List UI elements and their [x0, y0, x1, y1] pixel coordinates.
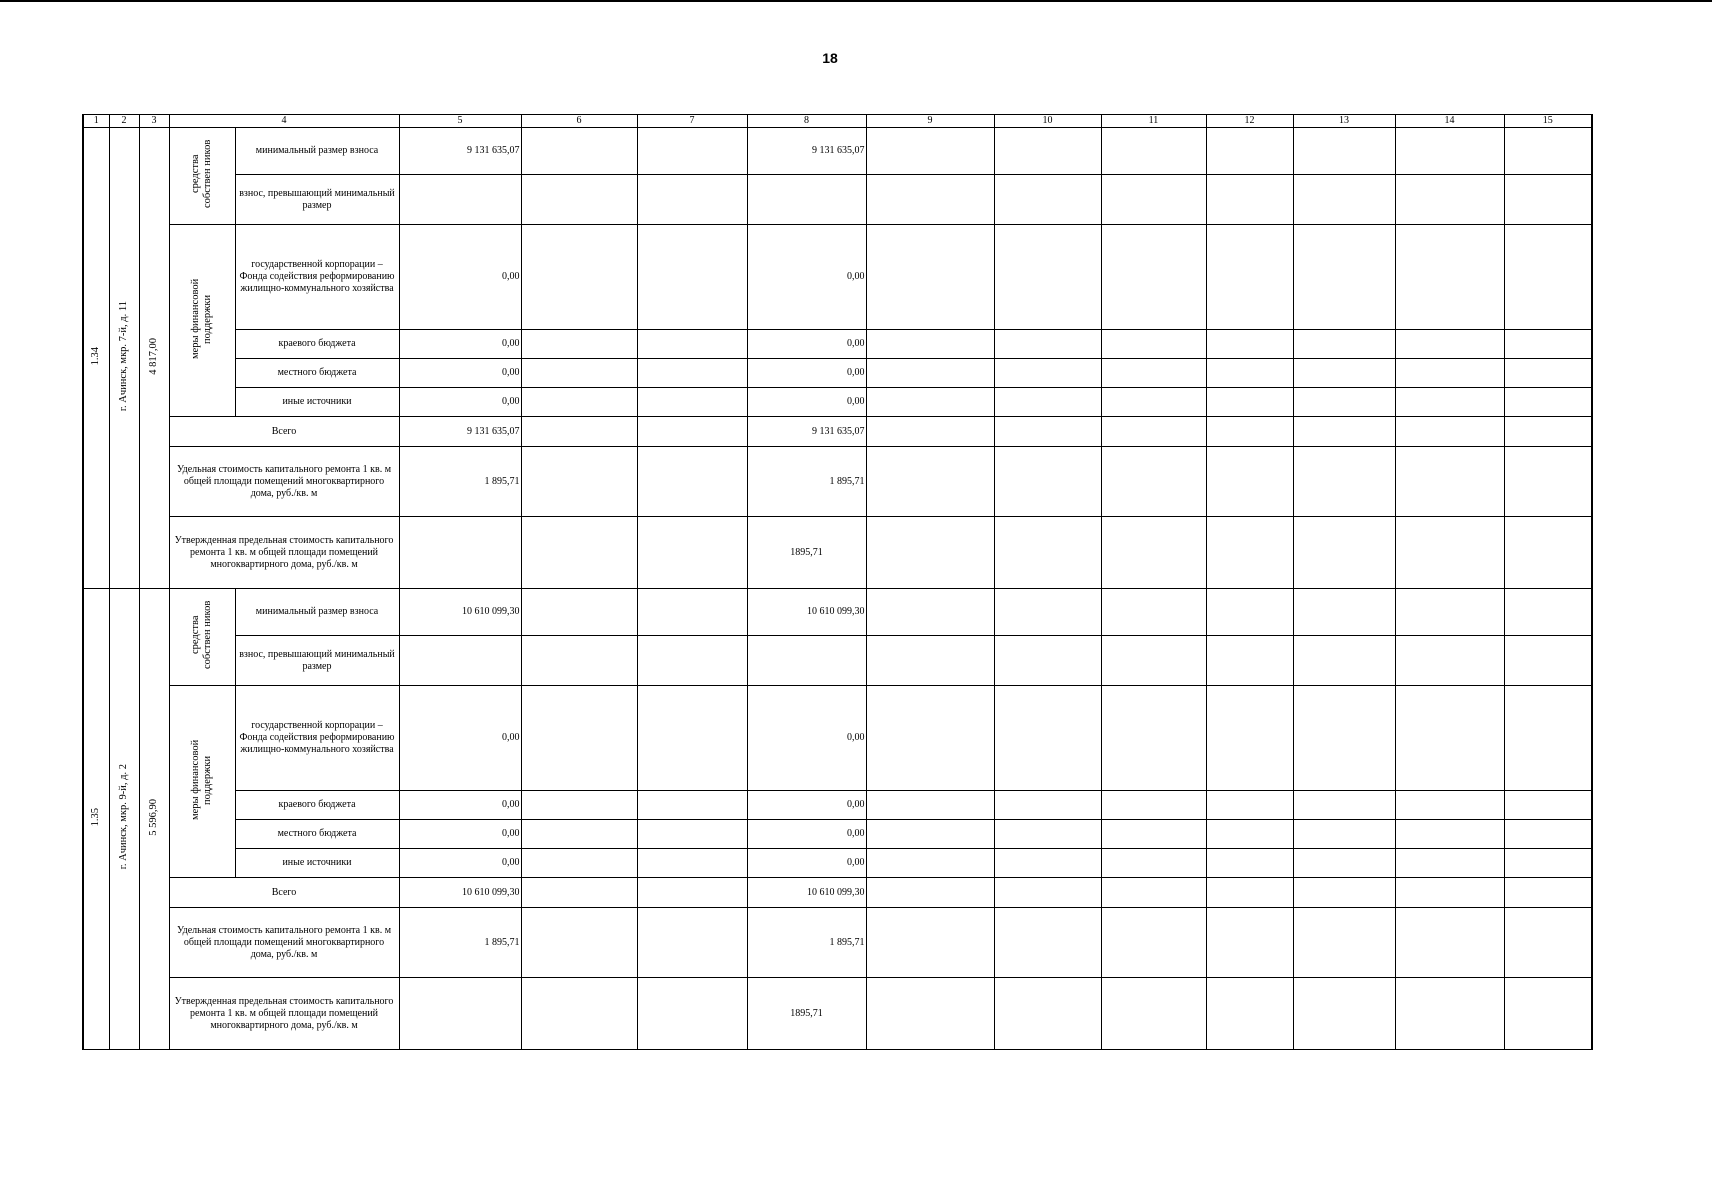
empty-cell: [1504, 636, 1592, 686]
empty-cell: [994, 849, 1101, 878]
empty-cell: [994, 686, 1101, 791]
empty-cell: [521, 517, 637, 589]
value-col5: 0,00: [399, 791, 521, 820]
column-number: 4: [169, 115, 399, 128]
column-number: 1: [83, 115, 109, 128]
row-total: [83, 417, 1592, 447]
empty-cell: [866, 128, 994, 175]
column-number: 9: [866, 115, 994, 128]
empty-cell: [1395, 447, 1504, 517]
empty-cell: [747, 175, 866, 225]
empty-cell: [521, 417, 637, 447]
empty-cell: [1101, 820, 1206, 849]
empty-cell: [994, 128, 1101, 175]
value-col5: 0,00: [399, 849, 521, 878]
value-col8: 1895,71: [747, 517, 866, 589]
empty-cell: [1206, 878, 1293, 908]
empty-cell: [1504, 359, 1592, 388]
empty-cell: [866, 225, 994, 330]
value-col5: 0,00: [399, 686, 521, 791]
value-col5: 1 895,71: [399, 908, 521, 978]
row-limit-cost: [83, 517, 1592, 589]
value-col5: 9 131 635,07: [399, 128, 521, 175]
page-number: 18: [822, 50, 838, 66]
local-label: местного бюджета: [235, 820, 399, 849]
row-unit-cost: [83, 447, 1592, 517]
empty-cell: [866, 791, 994, 820]
empty-cell: [637, 330, 747, 359]
empty-cell: [1101, 359, 1206, 388]
empty-cell: [1206, 978, 1293, 1050]
empty-cell: [399, 517, 521, 589]
empty-cell: [1395, 686, 1504, 791]
empty-cell: [994, 417, 1101, 447]
empty-cell: [994, 447, 1101, 517]
empty-cell: [1101, 791, 1206, 820]
empty-cell: [1206, 820, 1293, 849]
row-regional: [83, 330, 1592, 359]
empty-cell: [1293, 820, 1395, 849]
empty-cell: [521, 447, 637, 517]
empty-cell: [1293, 359, 1395, 388]
empty-cell: [637, 636, 747, 686]
empty-cell: [1206, 791, 1293, 820]
empty-cell: [521, 388, 637, 417]
empty-cell: [1504, 686, 1592, 791]
min-fee-label: минимальный размер взноса: [235, 128, 399, 175]
column-number: 15: [1504, 115, 1592, 128]
empty-cell: [637, 686, 747, 791]
row-fund: [83, 225, 1592, 330]
budget-table: [82, 114, 1593, 1050]
unit-cost-label: Удельная стоимость капитального ремонта 1 кв. м общей площади помещений многоквартирного дома, руб./кв. м: [169, 447, 399, 517]
empty-cell: [637, 908, 747, 978]
group-support-label: меры финансовой поддержки: [169, 225, 235, 417]
other-label: иные источники: [235, 388, 399, 417]
row-limit-cost: [83, 978, 1592, 1050]
empty-cell: [637, 128, 747, 175]
record-area: 4 817,00: [139, 128, 169, 589]
empty-cell: [1395, 175, 1504, 225]
empty-cell: [1504, 849, 1592, 878]
value-col8: 1895,71: [747, 978, 866, 1050]
empty-cell: [1395, 820, 1504, 849]
empty-cell: [521, 686, 637, 791]
empty-cell: [1395, 128, 1504, 175]
empty-cell: [1206, 330, 1293, 359]
empty-cell: [866, 636, 994, 686]
empty-cell: [994, 908, 1101, 978]
empty-cell: [1101, 388, 1206, 417]
empty-cell: [1504, 978, 1592, 1050]
empty-cell: [1101, 686, 1206, 791]
empty-cell: [1504, 447, 1592, 517]
empty-cell: [994, 978, 1101, 1050]
value-col8: 0,00: [747, 686, 866, 791]
row-excess-fee: [83, 636, 1592, 686]
empty-cell: [1293, 978, 1395, 1050]
empty-cell: [1395, 849, 1504, 878]
empty-cell: [1206, 417, 1293, 447]
empty-cell: [994, 791, 1101, 820]
empty-cell: [866, 447, 994, 517]
empty-cell: [1293, 388, 1395, 417]
value-col8: 0,00: [747, 225, 866, 330]
value-col5: 0,00: [399, 330, 521, 359]
empty-cell: [1395, 636, 1504, 686]
empty-cell: [637, 388, 747, 417]
empty-cell: [521, 849, 637, 878]
empty-cell: [521, 175, 637, 225]
empty-cell: [399, 978, 521, 1050]
total-label: Всего: [169, 878, 399, 908]
empty-cell: [866, 686, 994, 791]
empty-cell: [637, 849, 747, 878]
empty-cell: [866, 175, 994, 225]
empty-cell: [1206, 225, 1293, 330]
row-local: [83, 820, 1592, 849]
empty-cell: [1206, 589, 1293, 636]
empty-cell: [1504, 517, 1592, 589]
empty-cell: [866, 908, 994, 978]
total-label: Всего: [169, 417, 399, 447]
record-number: 1.34: [83, 128, 109, 589]
value-col8: 1 895,71: [747, 908, 866, 978]
row-min-fee: [83, 589, 1592, 636]
empty-cell: [1395, 225, 1504, 330]
empty-cell: [521, 908, 637, 978]
empty-cell: [994, 225, 1101, 330]
empty-cell: [1504, 589, 1592, 636]
empty-cell: [1293, 849, 1395, 878]
empty-cell: [866, 359, 994, 388]
empty-cell: [1206, 636, 1293, 686]
empty-cell: [1206, 849, 1293, 878]
empty-cell: [521, 978, 637, 1050]
empty-cell: [994, 359, 1101, 388]
empty-cell: [1395, 791, 1504, 820]
empty-cell: [521, 225, 637, 330]
empty-cell: [1101, 447, 1206, 517]
empty-cell: [1395, 517, 1504, 589]
empty-cell: [866, 417, 994, 447]
empty-cell: [521, 359, 637, 388]
empty-cell: [994, 878, 1101, 908]
empty-cell: [866, 330, 994, 359]
empty-cell: [994, 636, 1101, 686]
empty-cell: [1293, 175, 1395, 225]
value-col5: 1 895,71: [399, 447, 521, 517]
empty-cell: [521, 878, 637, 908]
empty-cell: [1101, 849, 1206, 878]
value-col8: 0,00: [747, 820, 866, 849]
empty-cell: [637, 417, 747, 447]
empty-cell: [637, 589, 747, 636]
value-col8: 9 131 635,07: [747, 128, 866, 175]
empty-cell: [866, 517, 994, 589]
limit-cost-label: Утвержденная предельная стоимость капитального ремонта 1 кв. м общей площади помещений многоквартирного дома, руб./кв. м: [169, 517, 399, 589]
empty-cell: [1504, 175, 1592, 225]
empty-cell: [1504, 128, 1592, 175]
empty-cell: [521, 128, 637, 175]
min-fee-label: минимальный размер взноса: [235, 589, 399, 636]
empty-cell: [1395, 330, 1504, 359]
column-number: 10: [994, 115, 1101, 128]
column-number: 2: [109, 115, 139, 128]
row-regional: [83, 791, 1592, 820]
value-col5: 0,00: [399, 820, 521, 849]
empty-cell: [521, 636, 637, 686]
record-address: г. Ачинск, мкр. 7-й, д. 11: [109, 128, 139, 589]
row-min-fee: [83, 128, 1592, 175]
column-number: 6: [521, 115, 637, 128]
empty-cell: [637, 447, 747, 517]
value-col8: 0,00: [747, 388, 866, 417]
empty-cell: [1293, 330, 1395, 359]
empty-cell: [994, 589, 1101, 636]
column-number: 3: [139, 115, 169, 128]
empty-cell: [1101, 636, 1206, 686]
empty-cell: [866, 388, 994, 417]
empty-cell: [1504, 388, 1592, 417]
empty-cell: [1101, 330, 1206, 359]
value-col8: 0,00: [747, 330, 866, 359]
other-label: иные источники: [235, 849, 399, 878]
value-col8: 0,00: [747, 359, 866, 388]
empty-cell: [1504, 417, 1592, 447]
top-border: [0, 0, 1712, 2]
empty-cell: [1293, 791, 1395, 820]
empty-cell: [1504, 791, 1592, 820]
empty-cell: [1395, 388, 1504, 417]
column-number: 11: [1101, 115, 1206, 128]
empty-cell: [1206, 447, 1293, 517]
column-number: 14: [1395, 115, 1504, 128]
empty-cell: [994, 820, 1101, 849]
empty-cell: [994, 517, 1101, 589]
empty-cell: [521, 820, 637, 849]
empty-cell: [1101, 589, 1206, 636]
value-col5: 10 610 099,30: [399, 589, 521, 636]
empty-cell: [1206, 175, 1293, 225]
value-col8: 9 131 635,07: [747, 417, 866, 447]
value-col5: 0,00: [399, 225, 521, 330]
empty-cell: [1395, 589, 1504, 636]
empty-cell: [637, 517, 747, 589]
empty-cell: [1206, 128, 1293, 175]
record-number: 1.35: [83, 589, 109, 1050]
empty-cell: [1293, 517, 1395, 589]
empty-cell: [1101, 978, 1206, 1050]
value-col8: 10 610 099,30: [747, 589, 866, 636]
value-col5: 10 610 099,30: [399, 878, 521, 908]
column-number: 13: [1293, 115, 1395, 128]
group-support-label: меры финансовой поддержки: [169, 686, 235, 878]
empty-cell: [399, 636, 521, 686]
empty-cell: [1504, 878, 1592, 908]
empty-cell: [1101, 225, 1206, 330]
empty-cell: [1395, 878, 1504, 908]
empty-cell: [1206, 908, 1293, 978]
empty-cell: [1293, 417, 1395, 447]
value-col8: 0,00: [747, 849, 866, 878]
empty-cell: [994, 175, 1101, 225]
empty-cell: [994, 330, 1101, 359]
column-number: 5: [399, 115, 521, 128]
regional-label: краевого бюджета: [235, 791, 399, 820]
record-area: 5 596,90: [139, 589, 169, 1050]
row-other: [83, 388, 1592, 417]
empty-cell: [521, 589, 637, 636]
empty-cell: [1504, 908, 1592, 978]
empty-cell: [637, 820, 747, 849]
regional-label: краевого бюджета: [235, 330, 399, 359]
row-total: [83, 878, 1592, 908]
empty-cell: [521, 791, 637, 820]
column-number: 7: [637, 115, 747, 128]
empty-cell: [1101, 417, 1206, 447]
empty-cell: [1293, 686, 1395, 791]
empty-cell: [1395, 417, 1504, 447]
empty-cell: [1206, 359, 1293, 388]
row-local: [83, 359, 1592, 388]
empty-cell: [1395, 359, 1504, 388]
empty-cell: [1101, 128, 1206, 175]
empty-cell: [1293, 908, 1395, 978]
empty-cell: [1293, 128, 1395, 175]
column-number: 8: [747, 115, 866, 128]
group-owners-label: средства собствен ников: [169, 128, 235, 225]
empty-cell: [521, 330, 637, 359]
fund-label: государственной корпорации – Фонда содействия реформированию жилищно-коммунального хозяйства: [235, 225, 399, 330]
empty-cell: [866, 849, 994, 878]
value-col5: 0,00: [399, 359, 521, 388]
empty-cell: [1504, 225, 1592, 330]
record-address: г. Ачинск, мкр. 9-й, д. 2: [109, 589, 139, 1050]
empty-cell: [399, 175, 521, 225]
value-col5: 9 131 635,07: [399, 417, 521, 447]
limit-cost-label: Утвержденная предельная стоимость капитального ремонта 1 кв. м общей площади помещений многоквартирного дома, руб./кв. м: [169, 978, 399, 1050]
empty-cell: [1206, 517, 1293, 589]
empty-cell: [1293, 447, 1395, 517]
excess-fee-label: взнос, превышающий минимальный размер: [235, 175, 399, 225]
empty-cell: [637, 175, 747, 225]
empty-cell: [747, 636, 866, 686]
empty-cell: [1293, 225, 1395, 330]
value-col8: 0,00: [747, 791, 866, 820]
empty-cell: [637, 878, 747, 908]
empty-cell: [1395, 978, 1504, 1050]
unit-cost-label: Удельная стоимость капитального ремонта 1 кв. м общей площади помещений многоквартирного дома, руб./кв. м: [169, 908, 399, 978]
fund-label: государственной корпорации – Фонда содействия реформированию жилищно-коммунального хозяйства: [235, 686, 399, 791]
row-fund: [83, 686, 1592, 791]
empty-cell: [637, 978, 747, 1050]
row-excess-fee: [83, 175, 1592, 225]
empty-cell: [1504, 820, 1592, 849]
empty-cell: [1504, 330, 1592, 359]
local-label: местного бюджета: [235, 359, 399, 388]
empty-cell: [1293, 589, 1395, 636]
column-number: 12: [1206, 115, 1293, 128]
empty-cell: [1395, 908, 1504, 978]
empty-cell: [637, 359, 747, 388]
empty-cell: [1101, 517, 1206, 589]
empty-cell: [866, 589, 994, 636]
empty-cell: [994, 388, 1101, 417]
value-col5: 0,00: [399, 388, 521, 417]
row-other: [83, 849, 1592, 878]
row-unit-cost: [83, 908, 1592, 978]
empty-cell: [1101, 908, 1206, 978]
excess-fee-label: взнос, превышающий минимальный размер: [235, 636, 399, 686]
empty-cell: [1101, 175, 1206, 225]
empty-cell: [866, 978, 994, 1050]
column-number-row: [83, 115, 1592, 128]
empty-cell: [1206, 388, 1293, 417]
empty-cell: [1293, 636, 1395, 686]
empty-cell: [1293, 878, 1395, 908]
group-owners-label: средства собствен ников: [169, 589, 235, 686]
empty-cell: [1101, 878, 1206, 908]
empty-cell: [637, 791, 747, 820]
empty-cell: [866, 878, 994, 908]
empty-cell: [1206, 686, 1293, 791]
empty-cell: [866, 820, 994, 849]
value-col8: 1 895,71: [747, 447, 866, 517]
value-col8: 10 610 099,30: [747, 878, 866, 908]
empty-cell: [637, 225, 747, 330]
